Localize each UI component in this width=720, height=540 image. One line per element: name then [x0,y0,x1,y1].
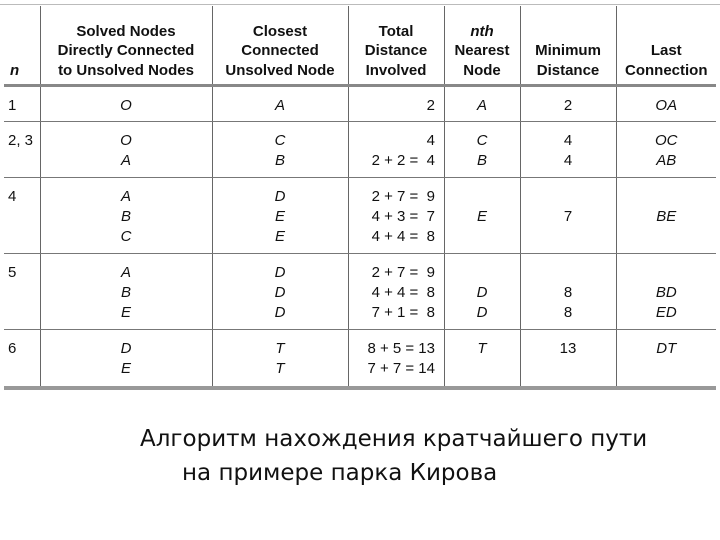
cell-total-expression: 2 + 2 = 4 [371,152,435,169]
row-number-cell [4,86,40,122]
cell-nth-value: E [476,208,487,225]
cell-total-value [349,263,444,283]
cell-min-value: 13 [559,340,577,357]
cell-nth-value: C [476,132,488,149]
cell-closest-value: T [275,360,285,377]
cell-last-value [617,227,717,247]
cell-closest [212,122,348,178]
cell-total-value [349,359,444,379]
table-row [4,86,716,122]
header-solved-line: to Unsolved Nodes [58,61,194,79]
cell-total-value [349,187,444,207]
cell-solved-value: A [120,188,131,205]
cell-solved [40,330,212,388]
cell-solved [40,254,212,330]
cell-min [520,330,616,388]
cell-total-value [349,283,444,303]
header-closest-line: Unsolved Node [225,61,335,79]
row-number: 6 [8,340,17,357]
header-total-line: Total [378,22,414,40]
header-total-line: Involved [365,61,427,79]
cell-min-value: 7 [563,208,573,225]
row-number-cell [4,254,40,330]
cell-solved-value: E [120,360,131,377]
table-row [4,254,716,330]
cell-closest-value: T [275,340,285,357]
cell-closest-value: C [274,132,286,149]
cell-nth-value [445,187,520,207]
slide-caption [140,422,710,490]
cell-last-value: BD [655,284,677,301]
cell-min [520,86,616,122]
header-solved-line: Directly Connected [57,42,195,59]
cell-total [348,178,444,254]
table-row [4,178,716,254]
cell-min [520,254,616,330]
header-total-line: Distance [364,42,428,59]
cell-nth-value: D [476,284,488,301]
row-number: 1 [8,97,17,114]
header-closest-line: Closest [252,22,308,40]
cell-closest-value: A [274,97,285,114]
header-min [520,6,616,86]
row-number-cell [4,178,40,254]
caption-line-2: на примере парка Кирова [182,460,498,486]
shortest-route-table [4,6,716,390]
cell-nth-value: D [476,304,488,321]
cell-last [616,86,716,122]
cell-total-value [349,227,444,247]
cell-last-value: BE [656,208,677,225]
cell-min-value [521,263,616,283]
header-n-line: n [10,61,20,79]
cell-solved-value: D [120,340,132,357]
cell-solved-value: C [120,228,132,245]
header-last-line: Connection [625,61,708,79]
cell-solved [40,122,212,178]
cell-closest-value: E [274,228,285,245]
cell-total [348,122,444,178]
header-nth-line: nth [470,22,494,40]
cell-last-value [617,263,717,283]
cell-nth-value: B [476,152,487,169]
cell-solved-value: O [120,97,132,114]
cell-total-expression: 2 + 7 = 9 [371,264,435,281]
cell-last [616,178,716,254]
cell-total-expression: 7 + 7 = 14 [367,360,435,377]
cell-total [348,86,444,122]
row-number: 4 [8,188,17,205]
table-header-row [4,6,716,86]
header-min-line: Minimum [535,42,601,59]
header-closest-line: Connected [241,42,319,59]
cell-closest [212,178,348,254]
cell-total-expression: 7 + 1 = 8 [371,304,435,321]
cell-min-value: 4 [563,132,573,149]
cell-closest-value: D [274,284,286,301]
cell-nth [444,122,520,178]
cell-last-value: AB [656,152,677,169]
cell-closest-value: D [274,264,286,281]
cell-total-value [349,151,444,171]
cell-total-expression: 4 + 3 = 7 [371,208,435,225]
header-nth [444,6,520,86]
cell-closest-value: D [274,188,286,205]
cell-total-expression: 2 [426,97,435,114]
header-nth-line: Nearest [454,42,510,59]
cell-nth-value [445,359,520,379]
cell-total-expression: 4 [426,132,435,149]
cell-closest-value: E [274,208,285,225]
header-total [348,6,444,86]
cell-total-value [349,131,444,151]
cell-total-expression: 2 + 7 = 9 [371,188,435,205]
header-closest [212,6,348,86]
cell-last-value [617,187,717,207]
top-clipped-strip [0,0,720,5]
header-solved-line: Solved Nodes [76,22,176,40]
cell-solved [40,86,212,122]
caption-line-1: Алгоритм нахождения кратчайшего пути [140,426,648,452]
header-n [4,6,40,86]
cell-total-value [349,339,444,359]
cell-total-value [349,207,444,227]
cell-closest [212,254,348,330]
cell-nth [444,178,520,254]
header-last [616,6,716,86]
cell-solved-value: E [120,304,131,321]
cell-last-value: ED [655,304,677,321]
cell-last [616,122,716,178]
cell-min-value [521,359,616,379]
cell-min-value: 8 [563,304,573,321]
row-number: 5 [8,264,17,281]
header-nth-line: Node [463,61,501,79]
cell-nth-value [445,227,520,247]
row-number-cell [4,330,40,388]
cell-total [348,330,444,388]
cell-nth-value: T [477,340,487,357]
cell-solved-value: B [120,208,131,225]
cell-closest [212,86,348,122]
cell-total-value [349,303,444,323]
cell-total-expression: 4 + 4 = 8 [371,228,435,245]
table-row [4,330,716,388]
cell-nth-value [445,263,520,283]
cell-nth-value: A [476,97,487,114]
cell-closest-value: D [274,304,286,321]
cell-nth [444,330,520,388]
table-body [4,86,716,388]
cell-solved-value: O [120,132,132,149]
header-last-line: Last [650,42,682,59]
cell-last-value: OC [655,132,678,149]
cell-solved-value: B [120,284,131,301]
cell-last-value: DT [656,340,677,357]
header-min-line: Distance [536,61,600,79]
cell-last [616,330,716,388]
cell-min-value [521,187,616,207]
cell-solved-value: A [120,264,131,281]
cell-closest [212,330,348,388]
row-number: 2, 3 [8,132,34,149]
cell-min-value [521,227,616,247]
cell-min-value: 2 [563,97,573,114]
cell-total-expression: 8 + 5 = 13 [367,340,435,357]
cell-min-value: 4 [563,152,573,169]
cell-total-value [349,96,444,116]
cell-last [616,254,716,330]
header-solved [40,6,212,86]
cell-total [348,254,444,330]
cell-min [520,122,616,178]
cell-min-value: 8 [563,284,573,301]
cell-last-value [617,359,717,379]
cell-nth [444,254,520,330]
cell-last-value: OA [655,97,678,114]
cell-solved [40,178,212,254]
cell-min [520,178,616,254]
cell-nth [444,86,520,122]
row-number-cell [4,122,40,178]
cell-total-expression: 4 + 4 = 8 [371,284,435,301]
table-row [4,122,716,178]
cell-solved-value: A [120,152,131,169]
cell-closest-value: B [274,152,285,169]
